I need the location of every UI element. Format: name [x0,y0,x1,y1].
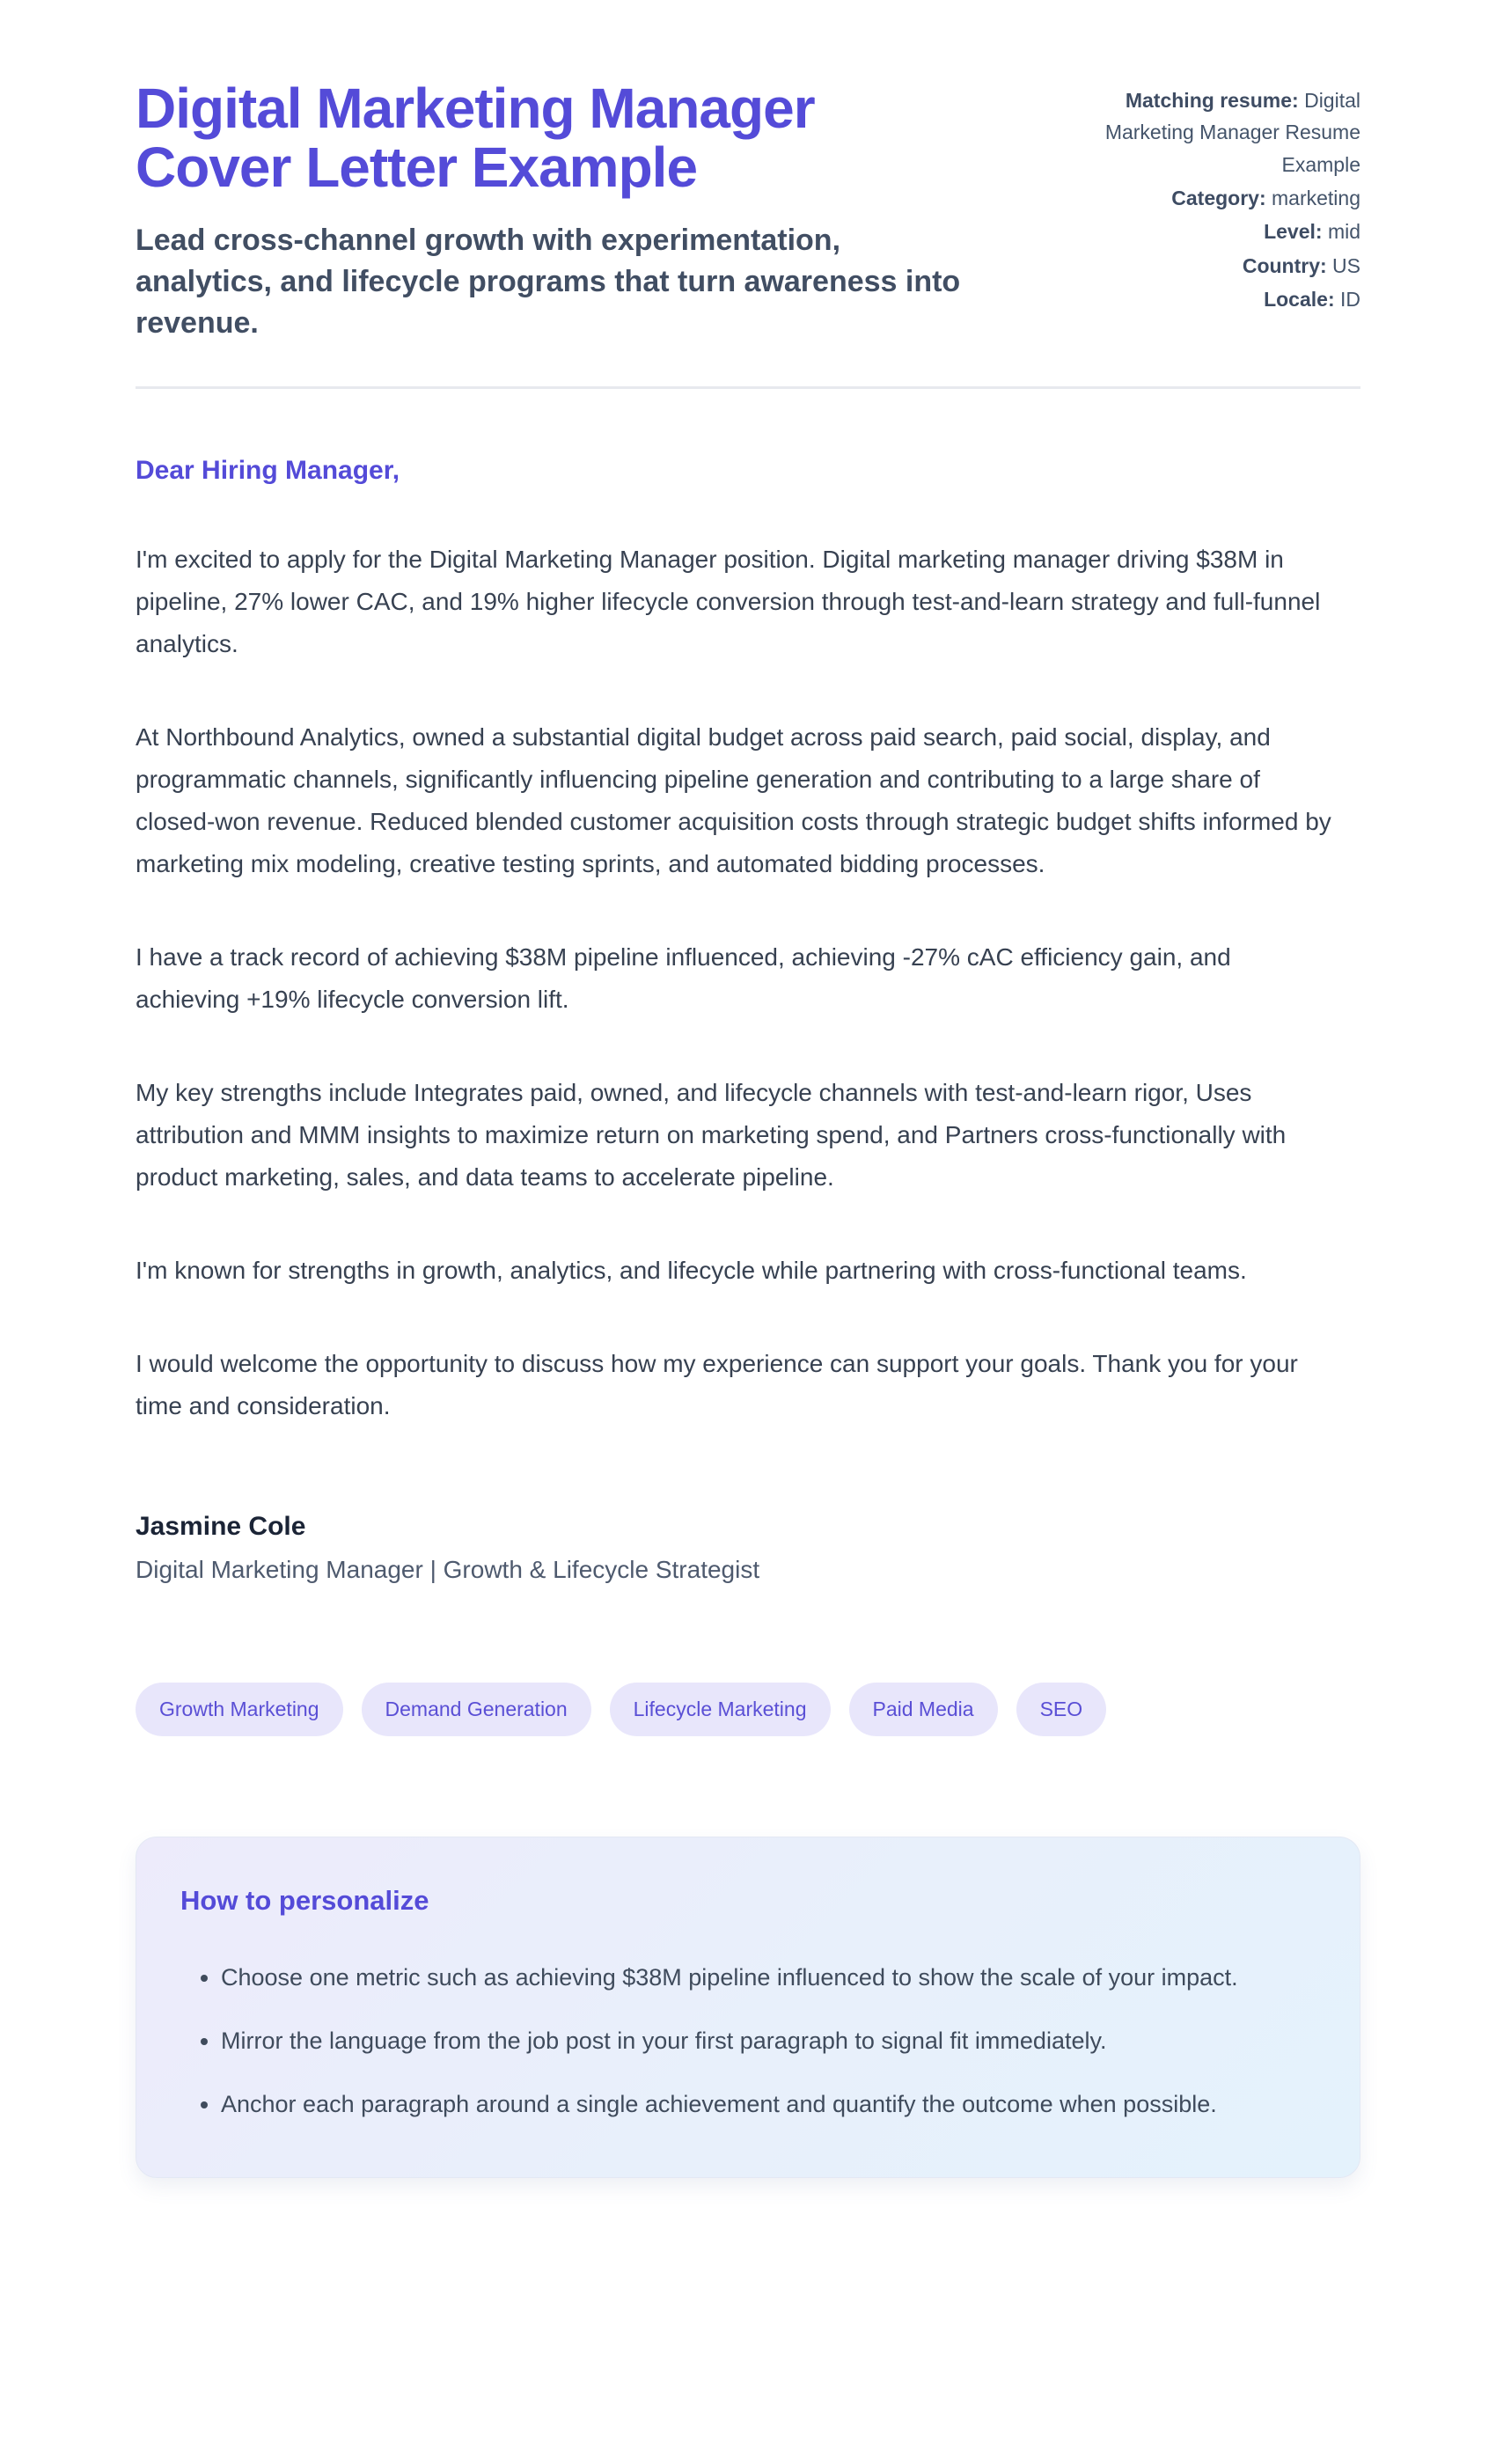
title-block [136,79,980,344]
tip-item: • Mirror the language from the job post in your first paragraph to signal fit immediately. [221,2019,1303,2063]
meta-matching-resume [1047,84,1360,180]
meta-country [1047,250,1360,282]
tag-list [136,1683,1360,1736]
letter-paragraph: I'm known for strengths in growth, analytics, and lifecycle while partnering with cross-functional teams. [136,1257,1247,1285]
signature-role: Digital Marketing Manager | Growth & Lifecycle Strategist [136,1556,760,1584]
page-subtitle: Lead cross-channel growth with experimentation, analytics, and lifecycle programs that turn awareness into revenue. [136,224,961,341]
meta-level-label: Level: [1264,220,1323,244]
letter-paragraph: My key strengths include Integrates paid, owned, and lifecycle channels with test-and-learn rigor, Uses attribution and MMM insights to maximize return on marketing spend, and Partners cross-functionally with product marketing, sales, and data teams to accelerate pipeline. [136,1079,1287,1192]
header-divider [136,386,1360,389]
letter-paragraph: At Northbound Analytics, owned a substantial digital budget across paid search, paid social, display, and programmatic channels, significantly influencing pipeline generation and contributing to a large share of closed-won revenue. Reduced blended customer acquisition costs through strategic budget shifts informed by marketing mix modeling, creative testing sprints, and automated bidding processes. [136,723,1331,878]
meta-locale [1047,283,1360,315]
how-to-personalize-list [180,1955,1316,2126]
tag-lifecycle-marketing[interactable]: Lifecycle Marketing [610,1683,831,1736]
signature-name: Jasmine Cole [136,1512,306,1542]
letter-paragraph: I would welcome the opportunity to discuss how my experience can support your goals. Thank you for your time and consideration. [136,1350,1298,1420]
letter-paragraph: I'm excited to apply for the Digital Marketing Manager position. Digital marketing manager driving $38M in pipeline, 27% lower CAC, and 19% higher lifecycle conversion through test-and-learn strategy and full-funnel analytics. [136,546,1321,658]
meta-category [1047,182,1360,214]
page-header [136,79,1360,344]
meta-matching-resume-label: Matching resume: [1125,89,1299,112]
page-title [136,77,980,200]
letter-greeting: Dear Hiring Manager, [136,456,400,486]
tip-item: • Choose one metric such as achieving $38M pipeline influenced to show the scale of your impact. [221,1955,1303,1999]
page-title-line2: Cover Letter Example [136,136,698,200]
meta-category-value: marketing [1272,186,1360,209]
meta-level [1047,216,1360,247]
letter-paragraph: I have a track record of achieving $38M pipeline influenced, achieving -27% cAC efficiency gain, and achieving +19% lifecycle conversion lift. [136,943,1231,1014]
meta-country-value: US [1332,253,1360,277]
page-title-line1: Digital Marketing Manager [136,77,815,140]
signature-block [136,1512,1360,1584]
tag-demand-generation[interactable]: Demand Generation [362,1683,591,1736]
how-to-personalize-box [136,1837,1360,2178]
meta-matching-resume-value: Digital Marketing Manager Resume Example [1104,89,1360,176]
meta-locale-value: ID [1340,287,1360,311]
meta-panel [1047,79,1360,317]
meta-locale-label: Locale: [1264,287,1335,311]
meta-country-label: Country: [1242,253,1327,277]
how-to-personalize-title: How to personalize [180,1885,429,1917]
meta-category-label: Category: [1171,186,1266,209]
tag-paid-media[interactable]: Paid Media [849,1683,998,1736]
tag-seo[interactable]: SEO [1016,1683,1107,1736]
letter-body [136,539,1360,1427]
meta-level-value: mid [1327,220,1360,244]
page-container [136,0,1360,2178]
tip-item: • Anchor each paragraph around a single achievement and quantify the outcome when possible. [221,2082,1303,2126]
tag-growth-marketing[interactable]: Growth Marketing [136,1683,343,1736]
